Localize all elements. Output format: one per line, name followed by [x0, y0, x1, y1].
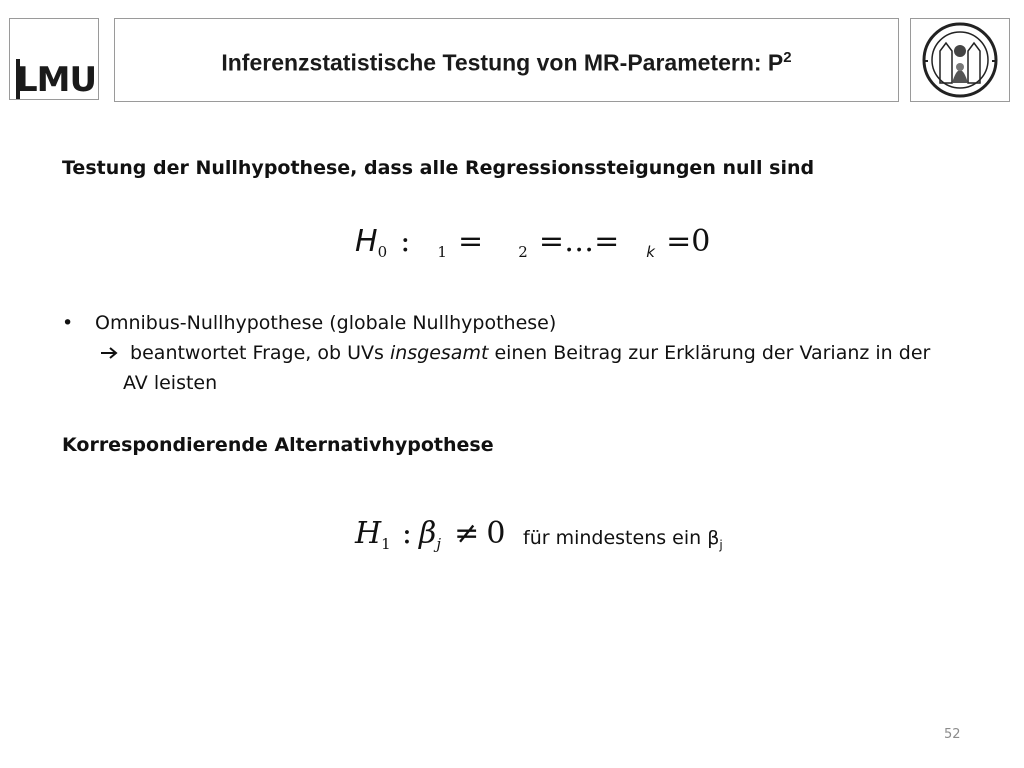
- h0-H: H: [355, 224, 378, 259]
- h1-H: H: [355, 516, 382, 551]
- slide-title: [221, 49, 791, 77]
- alternative-hypothesis-heading: Korrespondierende Alternativhypothese: [62, 434, 494, 456]
- page-number: 52: [944, 727, 961, 742]
- arrow-line-emphasis: insgesamt: [389, 342, 489, 364]
- h0-sub-k: k: [646, 243, 655, 261]
- h0-dots: …: [564, 224, 595, 259]
- slide-title-main: Inferenzstatistische Testung von MR-Parametern: P: [221, 49, 784, 76]
- h0-zero: 0: [691, 224, 711, 259]
- null-hypothesis-heading: Testung der Nullhypothese, dass alle Regressionssteigungen null sind: [62, 157, 815, 179]
- h0-eq-3: =: [594, 224, 620, 259]
- arrow-line-continuation: AV leisten: [123, 372, 218, 394]
- h1-beta: β: [419, 516, 437, 551]
- h0-eq-4: =: [666, 224, 692, 259]
- bullet-text: Omnibus-Nullhypothese (globale Nullhypothese): [95, 312, 557, 334]
- h1-note-sub: j: [719, 537, 723, 552]
- h1-note: [523, 527, 723, 552]
- h0-sub-1: 1: [437, 243, 447, 261]
- seal-icon: [914, 21, 1006, 99]
- title-box: [114, 18, 899, 102]
- arrow-right-icon: [100, 342, 130, 364]
- h1-formula: [355, 516, 505, 553]
- h1-beta-sub: j: [436, 535, 442, 553]
- slide-title-superscript: 2: [783, 49, 792, 67]
- h1-neq: ≠: [454, 516, 480, 551]
- h0-formula: [355, 224, 710, 261]
- bullet-marker: •: [62, 312, 74, 334]
- h1-colon: :: [401, 516, 412, 551]
- h1-note-main: für mindestens ein β: [523, 527, 720, 549]
- arrow-line-post: einen Beitrag zur Erklärung der Varianz in der: [488, 342, 931, 364]
- h0-eq-1: =: [458, 224, 484, 259]
- h1-sub: 1: [381, 535, 391, 553]
- lmu-logo-text: LMU: [16, 60, 97, 100]
- h0-sub: 0: [377, 243, 388, 261]
- h1-zero: 0: [486, 516, 506, 551]
- arrow-line: [100, 342, 930, 365]
- university-seal: [910, 18, 1010, 102]
- lmu-logo: [9, 18, 99, 100]
- arrow-line-pre: beantwortet Frage, ob UVs: [130, 342, 390, 364]
- h0-colon: :: [400, 224, 411, 259]
- h0-sub-2: 2: [518, 243, 528, 261]
- h0-eq-2: =: [538, 224, 565, 259]
